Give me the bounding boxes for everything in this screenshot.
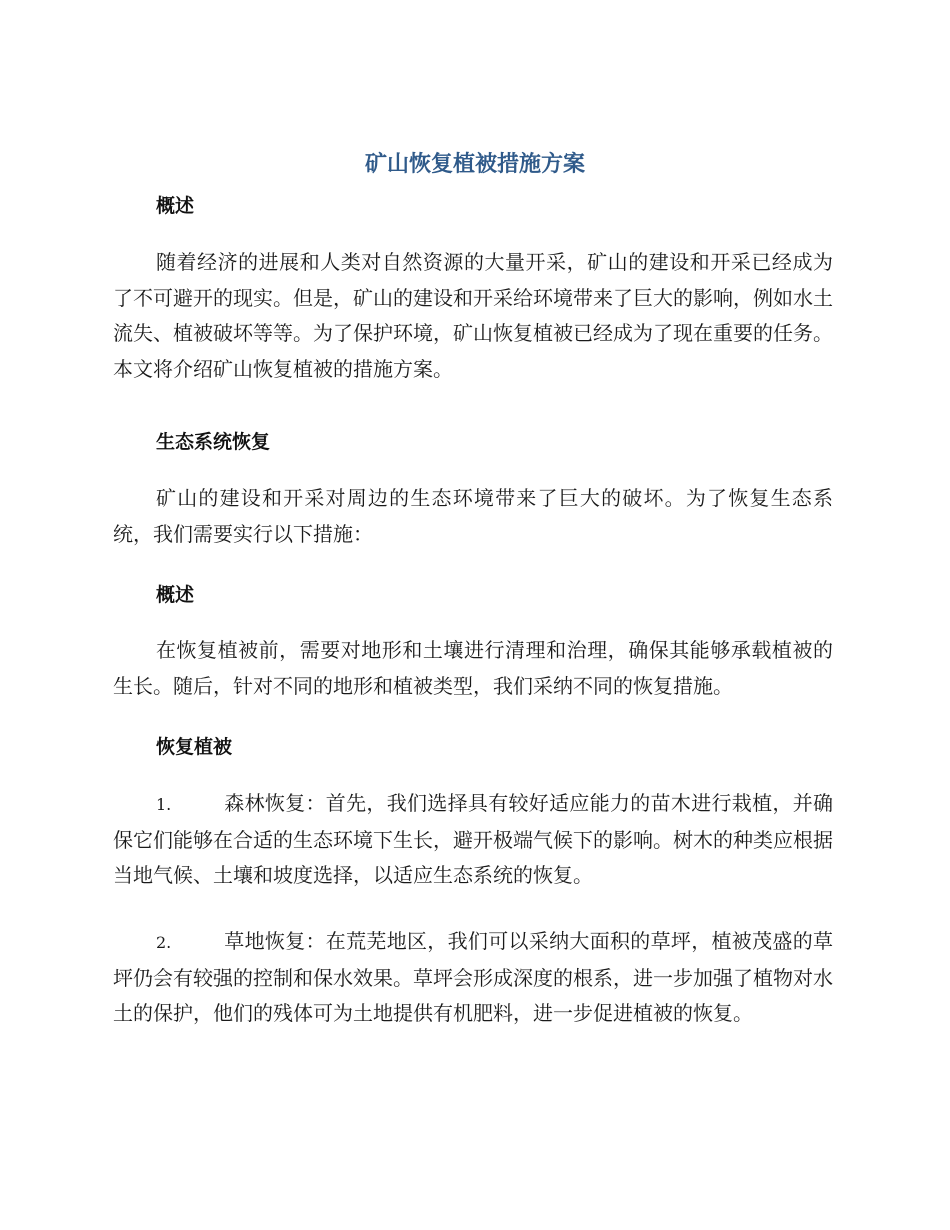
list-item-grassland: [113, 924, 833, 1032]
list-number: 2.: [156, 933, 172, 952]
section-paragraph-overview: 随着经济的进展和人类对自然资源的大量开采，矿山的建设和开采已经成为了不可避开的现实。但是，矿山的建设和开采给环境带来了巨大的影响，例如水土流失、植被破坏等等。为了保护环境，矿山恢复植被已经成为了现在重要的任务。本文将介绍矿山恢复植被的措施方案。: [113, 250, 833, 381]
list-item-text: 草地恢复：在荒芜地区，我们可以采纳大面积的草坪，植被茂盛的草坪仍会有较强的控制和保水效果。草坪会形成深度的根系，进一步加强了植物对水土的保护，他们的残体可为土地提供有机肥料，进一步促进植被的恢复。: [113, 929, 833, 1025]
section-paragraph-ecosystem: 矿山的建设和开采对周边的生态环境带来了巨大的破坏。为了恢复生态系统，我们需要实行以下措施：: [113, 486, 833, 546]
section-heading-revegetation: 恢复植被: [156, 736, 233, 758]
section-heading-ecosystem: 生态系统恢复: [156, 431, 271, 453]
section-paragraph-overview-2: 在恢复植被前，需要对地形和土壤进行清理和治理，确保其能够承载植被的生长。随后，针对不同的地形和植被类型，我们采纳不同的恢复措施。: [113, 638, 833, 698]
list-number: 1.: [156, 795, 172, 814]
list-item-forest: [113, 786, 833, 894]
list-item-text: 森林恢复：首先，我们选择具有较好适应能力的苗木进行栽植，并确保它们能够在合适的生态环境下生长，避开极端气候下的影响。树木的种类应根据当地气候、土壤和坡度选择，以适应生态系统的恢复。: [113, 791, 833, 887]
section-heading-overview: 概述: [156, 195, 195, 217]
document-title: 矿山恢复植被措施方案: [364, 152, 585, 177]
section-heading-overview-2: 概述: [156, 584, 195, 606]
